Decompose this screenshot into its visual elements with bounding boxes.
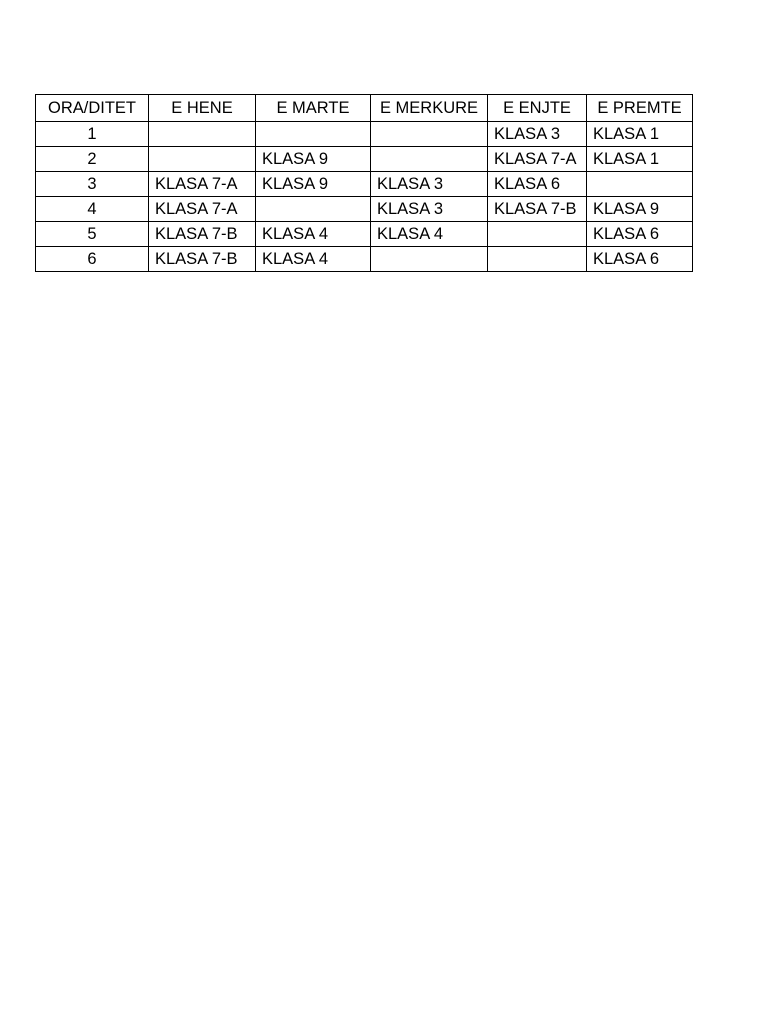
header-e-premte: E PREMTE — [587, 95, 693, 122]
table-row — [36, 197, 693, 222]
table-cell — [371, 122, 488, 147]
table-cell — [587, 172, 693, 197]
table-cell — [371, 247, 488, 272]
table-cell: KLASA 4 — [371, 222, 488, 247]
table-cell-hour: 4 — [36, 197, 149, 222]
table-cell — [488, 222, 587, 247]
table-cell — [256, 122, 371, 147]
table-cell: KLASA 7-B — [149, 222, 256, 247]
table-cell: KLASA 6 — [587, 247, 693, 272]
table-cell — [371, 147, 488, 172]
header-e-enjte: E ENJTE — [488, 95, 587, 122]
table-cell: KLASA 7-A — [149, 172, 256, 197]
table-cell: KLASA 4 — [256, 247, 371, 272]
table-cell: KLASA 4 — [256, 222, 371, 247]
table-cell: KLASA 6 — [488, 172, 587, 197]
table-row — [36, 247, 693, 272]
table-cell-hour: 1 — [36, 122, 149, 147]
table-cell-hour: 5 — [36, 222, 149, 247]
table-cell — [256, 197, 371, 222]
header-e-hene: E HENE — [149, 95, 256, 122]
header-e-marte: E MARTE — [256, 95, 371, 122]
table-cell: KLASA 9 — [256, 172, 371, 197]
table-cell — [488, 247, 587, 272]
table-row — [36, 222, 693, 247]
header-ora-ditet: ORA/DITET — [36, 95, 149, 122]
schedule-table — [35, 94, 693, 272]
table-cell: KLASA 1 — [587, 122, 693, 147]
table-cell: KLASA 7-B — [149, 247, 256, 272]
table-cell — [149, 147, 256, 172]
table-cell: KLASA 6 — [587, 222, 693, 247]
table-row — [36, 147, 693, 172]
table-cell: KLASA 1 — [587, 147, 693, 172]
table-cell: KLASA 9 — [256, 147, 371, 172]
table-cell: KLASA 3 — [488, 122, 587, 147]
table-cell-hour: 6 — [36, 247, 149, 272]
table-cell-hour: 3 — [36, 172, 149, 197]
table-row — [36, 172, 693, 197]
table-cell: KLASA 9 — [587, 197, 693, 222]
table-cell: KLASA 7-B — [488, 197, 587, 222]
table-header-row — [36, 95, 693, 122]
table-cell: KLASA 3 — [371, 197, 488, 222]
header-e-merkure: E MERKURE — [371, 95, 488, 122]
table-cell — [149, 122, 256, 147]
table-cell-hour: 2 — [36, 147, 149, 172]
table-row — [36, 122, 693, 147]
table-cell: KLASA 3 — [371, 172, 488, 197]
table-cell: KLASA 7-A — [149, 197, 256, 222]
table-cell: KLASA 7-A — [488, 147, 587, 172]
